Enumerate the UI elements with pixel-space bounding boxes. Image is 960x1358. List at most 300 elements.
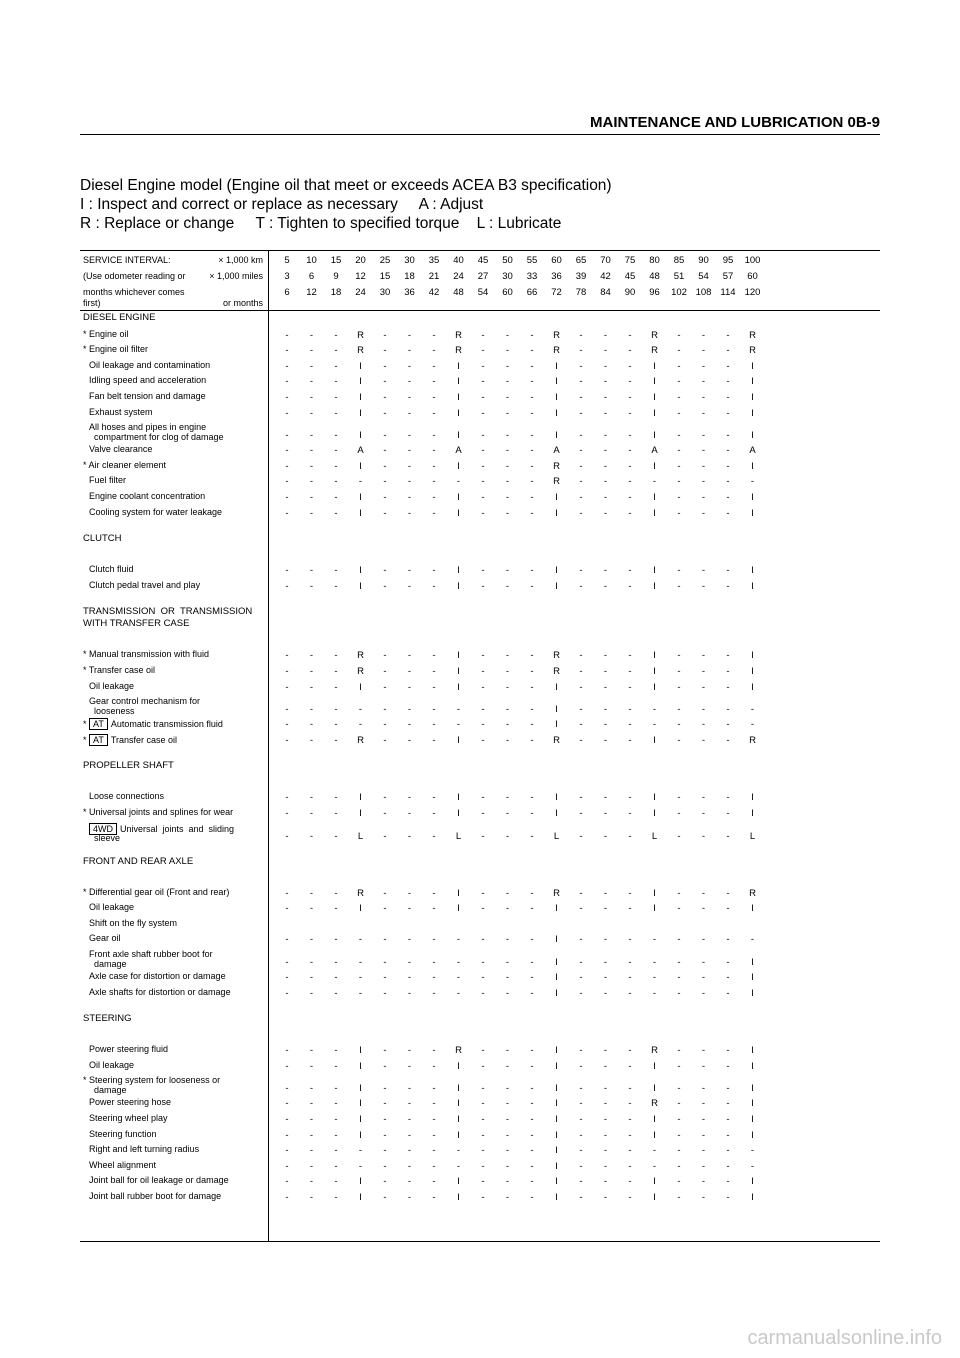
schedule-mark: - xyxy=(481,360,485,372)
schedule-mark: - xyxy=(481,1192,485,1203)
schedule-mark: - xyxy=(628,704,632,716)
schedule-mark: - xyxy=(285,792,289,804)
schedule-mark: - xyxy=(579,376,583,388)
schedule-mark: - xyxy=(456,476,461,488)
schedule-mark: - xyxy=(628,650,632,662)
schedule-mark: - xyxy=(677,1114,681,1125)
schedule-mark: - xyxy=(407,1176,412,1188)
schedule-mark: - xyxy=(407,957,412,968)
schedule-mark: - xyxy=(530,492,534,503)
schedule-mark: I xyxy=(359,460,362,472)
item-text: Idling speed and acceleration xyxy=(89,375,207,386)
interval-value: 120 xyxy=(744,287,761,298)
schedule-mark: I xyxy=(359,507,362,519)
schedule-mark: - xyxy=(407,1083,412,1095)
schedule-mark: I xyxy=(751,460,754,472)
schedule-mark: I xyxy=(653,1114,656,1125)
schedule-mark: - xyxy=(285,1145,289,1157)
schedule-mark: - xyxy=(334,329,338,341)
schedule-mark: - xyxy=(456,934,461,946)
schedule-mark: - xyxy=(309,407,314,419)
schedule-mark: - xyxy=(677,887,681,899)
schedule-mark: - xyxy=(603,1145,608,1157)
schedule-mark: R xyxy=(357,329,364,341)
schedule-mark: - xyxy=(579,1129,583,1141)
schedule-mark: I xyxy=(457,734,460,746)
schedule-mark: I xyxy=(653,492,656,503)
table-rule xyxy=(80,1241,880,1242)
schedule-mark: I xyxy=(751,376,754,388)
schedule-mark: - xyxy=(334,1114,338,1125)
schedule-mark: I xyxy=(457,507,460,519)
schedule-mark: - xyxy=(432,476,436,488)
schedule-mark: - xyxy=(530,565,534,577)
schedule-mark: - xyxy=(726,887,730,899)
schedule-mark: - xyxy=(579,1160,583,1172)
schedule-mark: I xyxy=(457,792,460,804)
schedule-mark: I xyxy=(751,1129,754,1141)
item-text: Joint ball for oil leakage or damage xyxy=(89,1175,229,1186)
schedule-mark: R xyxy=(749,329,756,341)
item-text: Axle case for distortion or damage xyxy=(89,971,226,981)
schedule-mark: - xyxy=(334,1129,338,1141)
interval-value: 57 xyxy=(722,271,734,282)
schedule-mark: - xyxy=(481,1145,485,1157)
schedule-mark: I xyxy=(555,1098,558,1110)
schedule-mark: - xyxy=(285,360,289,372)
schedule-mark: - xyxy=(383,492,387,503)
schedule-mark: - xyxy=(726,360,730,372)
schedule-mark: - xyxy=(677,957,681,968)
schedule-mark: - xyxy=(358,476,363,488)
schedule-mark: I xyxy=(555,1192,558,1203)
schedule-mark: - xyxy=(677,1145,681,1157)
schedule-mark: - xyxy=(309,719,314,731)
schedule-mark: - xyxy=(285,808,289,819)
schedule-mark: - xyxy=(407,476,412,488)
schedule-mark: I xyxy=(555,580,558,592)
schedule-mark: - xyxy=(603,407,608,419)
interval-value: 18 xyxy=(330,287,342,298)
schedule-mark: - xyxy=(750,1160,755,1172)
maintenance-schedule-table xyxy=(80,250,880,1242)
schedule-mark: - xyxy=(383,1176,387,1188)
interval-value: 15 xyxy=(379,271,391,282)
schedule-mark: - xyxy=(432,987,436,999)
schedule-mark: - xyxy=(701,957,706,968)
interval-value: 10 xyxy=(306,255,317,266)
schedule-mark: I xyxy=(751,972,754,983)
schedule-mark: - xyxy=(334,1176,338,1188)
schedule-mark: - xyxy=(726,934,730,946)
schedule-mark: - xyxy=(481,681,485,693)
schedule-mark: - xyxy=(309,580,314,592)
schedule-mark: I xyxy=(751,1083,754,1095)
schedule-mark: - xyxy=(701,407,706,419)
schedule-mark: - xyxy=(677,445,681,457)
item-text: Front axle shaft rubber boot for xyxy=(89,949,213,959)
interval-value: 60 xyxy=(502,287,513,298)
schedule-mark: - xyxy=(285,392,289,403)
schedule-mark: - xyxy=(334,719,338,731)
interval-value: 30 xyxy=(404,255,415,266)
schedule-mark: I xyxy=(457,903,460,915)
schedule-mark: - xyxy=(358,957,363,968)
schedule-mark: - xyxy=(407,1145,412,1157)
required-asterisk: * xyxy=(83,807,90,817)
schedule-mark: - xyxy=(726,681,730,693)
item-label xyxy=(89,987,231,998)
schedule-mark: - xyxy=(505,329,510,341)
schedule-mark: - xyxy=(677,650,681,662)
schedule-mark: - xyxy=(383,360,387,372)
schedule-mark: - xyxy=(383,507,387,519)
schedule-mark: - xyxy=(432,808,436,819)
schedule-mark: A xyxy=(651,445,658,457)
schedule-mark: I xyxy=(751,903,754,915)
schedule-mark: - xyxy=(456,1145,461,1157)
schedule-mark: - xyxy=(505,704,510,716)
schedule-mark: - xyxy=(309,360,314,372)
schedule-mark: I xyxy=(359,1192,362,1203)
schedule-mark: - xyxy=(603,887,608,899)
schedule-mark: - xyxy=(432,934,436,946)
schedule-mark: - xyxy=(334,1045,338,1057)
schedule-mark: - xyxy=(432,887,436,899)
schedule-mark: - xyxy=(334,808,338,819)
schedule-mark: - xyxy=(505,719,510,731)
schedule-mark: - xyxy=(530,903,534,915)
schedule-mark: I xyxy=(653,1083,656,1095)
schedule-mark: - xyxy=(701,1129,706,1141)
schedule-mark: - xyxy=(530,376,534,388)
schedule-mark: - xyxy=(579,1083,583,1095)
schedule-mark: I xyxy=(555,934,558,946)
schedule-mark: I xyxy=(653,887,656,899)
schedule-mark: - xyxy=(628,987,632,999)
schedule-mark: - xyxy=(701,580,706,592)
schedule-mark: - xyxy=(456,719,461,731)
item-label xyxy=(83,718,223,730)
schedule-mark: - xyxy=(530,360,534,372)
schedule-mark: R xyxy=(357,734,364,746)
schedule-mark: - xyxy=(407,392,412,403)
schedule-mark: - xyxy=(334,934,338,946)
schedule-mark: I xyxy=(555,407,558,419)
schedule-mark: - xyxy=(505,507,510,519)
schedule-mark: - xyxy=(505,1129,510,1141)
schedule-mark: - xyxy=(481,392,485,403)
schedule-mark: - xyxy=(407,650,412,662)
schedule-mark: - xyxy=(334,507,338,519)
schedule-mark: - xyxy=(383,460,387,472)
schedule-mark: R xyxy=(553,650,560,662)
schedule-mark: - xyxy=(407,445,412,457)
schedule-mark: R xyxy=(749,345,756,357)
schedule-mark: - xyxy=(726,445,730,457)
schedule-mark: R xyxy=(455,329,462,341)
schedule-mark: - xyxy=(677,1129,681,1141)
schedule-mark: - xyxy=(432,1083,436,1095)
schedule-mark: - xyxy=(726,1145,730,1157)
schedule-mark: - xyxy=(652,476,657,488)
schedule-mark: I xyxy=(653,808,656,819)
schedule-mark: I xyxy=(751,1176,754,1188)
schedule-mark: - xyxy=(383,957,387,968)
schedule-mark: - xyxy=(285,407,289,419)
interval-value: 90 xyxy=(624,287,636,298)
schedule-mark: - xyxy=(432,734,436,746)
interval-value: 75 xyxy=(624,255,636,266)
schedule-mark: - xyxy=(383,1060,387,1072)
interval-value: 114 xyxy=(720,287,736,298)
schedule-mark: I xyxy=(751,666,754,677)
item-label xyxy=(89,1044,168,1055)
schedule-mark: - xyxy=(309,1145,314,1157)
schedule-mark: - xyxy=(628,1045,632,1057)
schedule-mark: - xyxy=(383,1129,387,1141)
schedule-mark: - xyxy=(383,329,387,341)
item-text: Universal joints and sliding xyxy=(120,823,235,834)
schedule-mark: - xyxy=(603,987,608,999)
schedule-mark: - xyxy=(701,1098,706,1110)
interval-value: 96 xyxy=(649,287,660,298)
schedule-mark: - xyxy=(677,704,681,716)
schedule-mark: - xyxy=(285,830,289,842)
schedule-mark: - xyxy=(701,460,706,472)
schedule-mark: - xyxy=(530,580,534,592)
schedule-mark: I xyxy=(359,360,362,372)
schedule-mark: I xyxy=(457,1098,460,1110)
schedule-mark: I xyxy=(653,360,656,372)
schedule-mark: - xyxy=(677,1083,681,1095)
schedule-mark: - xyxy=(579,1098,583,1110)
interval-value: 9 xyxy=(333,271,339,282)
item-label xyxy=(89,1144,199,1155)
interval-value: 25 xyxy=(379,255,391,266)
interval-value: 12 xyxy=(355,271,366,282)
schedule-mark: - xyxy=(530,887,534,899)
schedule-mark: - xyxy=(383,808,387,819)
interval-value: 42 xyxy=(428,287,440,298)
item-text: Steering wheel play xyxy=(89,1113,168,1123)
schedule-mark: - xyxy=(603,1060,608,1072)
section-title: CLUTCH xyxy=(83,533,122,545)
schedule-mark: - xyxy=(726,830,730,842)
schedule-mark: - xyxy=(334,1145,338,1157)
item-text: Fan belt tension and damage xyxy=(89,391,206,401)
schedule-mark: - xyxy=(432,430,436,442)
schedule-mark: - xyxy=(481,507,485,519)
label-column-divider xyxy=(268,250,269,1242)
interval-value: 60 xyxy=(551,255,562,266)
schedule-mark: I xyxy=(457,1114,460,1125)
item-label-cont: damage xyxy=(94,1085,127,1096)
schedule-mark: I xyxy=(653,1192,656,1203)
schedule-mark: - xyxy=(726,580,730,592)
schedule-mark: - xyxy=(530,1045,534,1057)
schedule-mark: - xyxy=(334,492,338,503)
schedule-mark: I xyxy=(457,565,460,577)
interval-value: 42 xyxy=(600,271,611,282)
schedule-mark: - xyxy=(579,460,583,472)
schedule-mark: - xyxy=(505,830,510,842)
schedule-mark: - xyxy=(726,650,730,662)
interval-value: 95 xyxy=(722,255,734,266)
item-label xyxy=(89,564,134,575)
schedule-mark: - xyxy=(407,1160,412,1172)
schedule-mark: - xyxy=(579,345,583,357)
schedule-mark: - xyxy=(285,345,289,357)
schedule-mark: - xyxy=(701,934,706,946)
schedule-mark: - xyxy=(726,734,730,746)
schedule-mark: - xyxy=(628,1083,632,1095)
schedule-mark: - xyxy=(726,407,730,419)
item-text: Clutch fluid xyxy=(89,564,134,575)
schedule-mark: - xyxy=(505,460,510,472)
interval-label: first) xyxy=(83,298,101,308)
schedule-mark: - xyxy=(628,1192,632,1203)
schedule-mark: - xyxy=(505,345,510,357)
schedule-mark: I xyxy=(751,808,754,819)
item-text: Manual transmission with fluid xyxy=(89,649,210,660)
schedule-mark: - xyxy=(677,1060,681,1072)
schedule-mark: - xyxy=(603,1083,608,1095)
interval-value: 80 xyxy=(649,255,660,266)
item-label-cont: damage xyxy=(94,959,127,969)
schedule-mark: - xyxy=(481,1045,485,1057)
item-label xyxy=(89,475,126,486)
schedule-mark: - xyxy=(456,957,461,968)
schedule-mark: - xyxy=(309,430,314,442)
schedule-mark: - xyxy=(677,565,681,577)
schedule-mark: - xyxy=(309,808,314,819)
schedule-mark: - xyxy=(579,1060,583,1072)
schedule-mark: - xyxy=(603,903,608,915)
schedule-mark: - xyxy=(603,934,608,946)
schedule-mark: I xyxy=(555,360,558,372)
item-label xyxy=(89,507,222,518)
schedule-mark: - xyxy=(726,492,730,503)
schedule-mark: R xyxy=(357,650,364,662)
schedule-mark: - xyxy=(285,1045,289,1057)
schedule-mark: - xyxy=(285,957,289,968)
schedule-mark: - xyxy=(579,792,583,804)
schedule-mark: - xyxy=(481,565,485,577)
schedule-mark: - xyxy=(579,830,583,842)
schedule-mark: A xyxy=(553,445,560,457)
schedule-mark: R xyxy=(651,329,658,341)
schedule-mark: - xyxy=(579,734,583,746)
interval-value: 84 xyxy=(600,287,611,298)
item-label xyxy=(89,902,134,913)
schedule-mark: - xyxy=(383,719,387,731)
schedule-mark: - xyxy=(309,830,314,842)
schedule-mark: - xyxy=(505,430,510,442)
schedule-mark: - xyxy=(334,1083,338,1095)
schedule-mark: - xyxy=(432,565,436,577)
item-text: Steering function xyxy=(89,1128,157,1139)
item-text: Shift on the fly system xyxy=(89,917,178,928)
schedule-mark: - xyxy=(309,460,314,472)
schedule-mark: - xyxy=(334,376,338,388)
interval-label: SERVICE INTERVAL: xyxy=(83,255,171,265)
schedule-mark: - xyxy=(530,1160,534,1172)
schedule-mark: - xyxy=(285,1176,289,1188)
schedule-mark: - xyxy=(407,734,412,746)
schedule-mark: - xyxy=(628,1160,632,1172)
schedule-mark: - xyxy=(285,681,289,693)
schedule-mark: - xyxy=(628,329,632,341)
interval-value: 85 xyxy=(673,255,685,266)
schedule-mark: - xyxy=(677,830,681,842)
item-label xyxy=(89,791,164,802)
schedule-mark: - xyxy=(750,719,755,731)
schedule-mark: - xyxy=(701,507,706,519)
schedule-mark: - xyxy=(407,565,412,577)
schedule-mark: - xyxy=(530,972,534,983)
schedule-mark: - xyxy=(726,476,730,488)
item-label-cont: sleeve xyxy=(94,832,121,843)
schedule-mark: - xyxy=(579,957,583,968)
interval-unit: × 1,000 miles xyxy=(209,271,263,281)
interval-value: 100 xyxy=(744,255,761,266)
schedule-mark: - xyxy=(432,376,436,388)
item-text: Oil leakage xyxy=(89,1059,135,1070)
table-rule xyxy=(80,250,880,251)
schedule-mark: - xyxy=(383,345,387,357)
schedule-mark: I xyxy=(457,360,460,372)
schedule-mark: - xyxy=(677,987,681,999)
schedule-mark: I xyxy=(653,792,656,804)
schedule-mark: - xyxy=(579,1145,583,1157)
schedule-mark: - xyxy=(383,666,387,677)
schedule-mark: - xyxy=(726,507,730,519)
interval-value: 66 xyxy=(526,287,538,298)
interval-unit: or months xyxy=(222,298,263,308)
schedule-mark: - xyxy=(677,476,681,488)
schedule-mark: - xyxy=(603,792,608,804)
schedule-mark: - xyxy=(530,1145,534,1157)
schedule-mark: - xyxy=(432,392,436,403)
required-asterisk: * xyxy=(83,665,89,675)
schedule-mark: - xyxy=(530,681,534,693)
schedule-mark: R xyxy=(455,1045,462,1057)
required-asterisk: * xyxy=(83,734,90,745)
schedule-mark: - xyxy=(383,407,387,419)
schedule-mark: - xyxy=(677,903,681,915)
schedule-mark: - xyxy=(383,887,387,899)
schedule-mark: - xyxy=(505,407,510,419)
schedule-mark: - xyxy=(750,1145,755,1157)
schedule-mark: - xyxy=(407,903,412,915)
schedule-mark: - xyxy=(628,1098,632,1110)
page-header xyxy=(80,114,880,135)
interval-value: 45 xyxy=(624,271,636,282)
schedule-mark: I xyxy=(653,666,656,677)
schedule-mark: - xyxy=(309,1083,314,1095)
schedule-mark: - xyxy=(579,360,583,372)
item-label xyxy=(89,1160,156,1171)
schedule-mark: - xyxy=(505,903,510,915)
schedule-mark: - xyxy=(677,430,681,442)
schedule-mark: - xyxy=(432,445,436,457)
schedule-mark: - xyxy=(530,650,534,662)
interval-value: 6 xyxy=(284,287,290,298)
schedule-mark: - xyxy=(383,1160,387,1172)
schedule-mark: - xyxy=(726,460,730,472)
schedule-mark: - xyxy=(432,650,436,662)
